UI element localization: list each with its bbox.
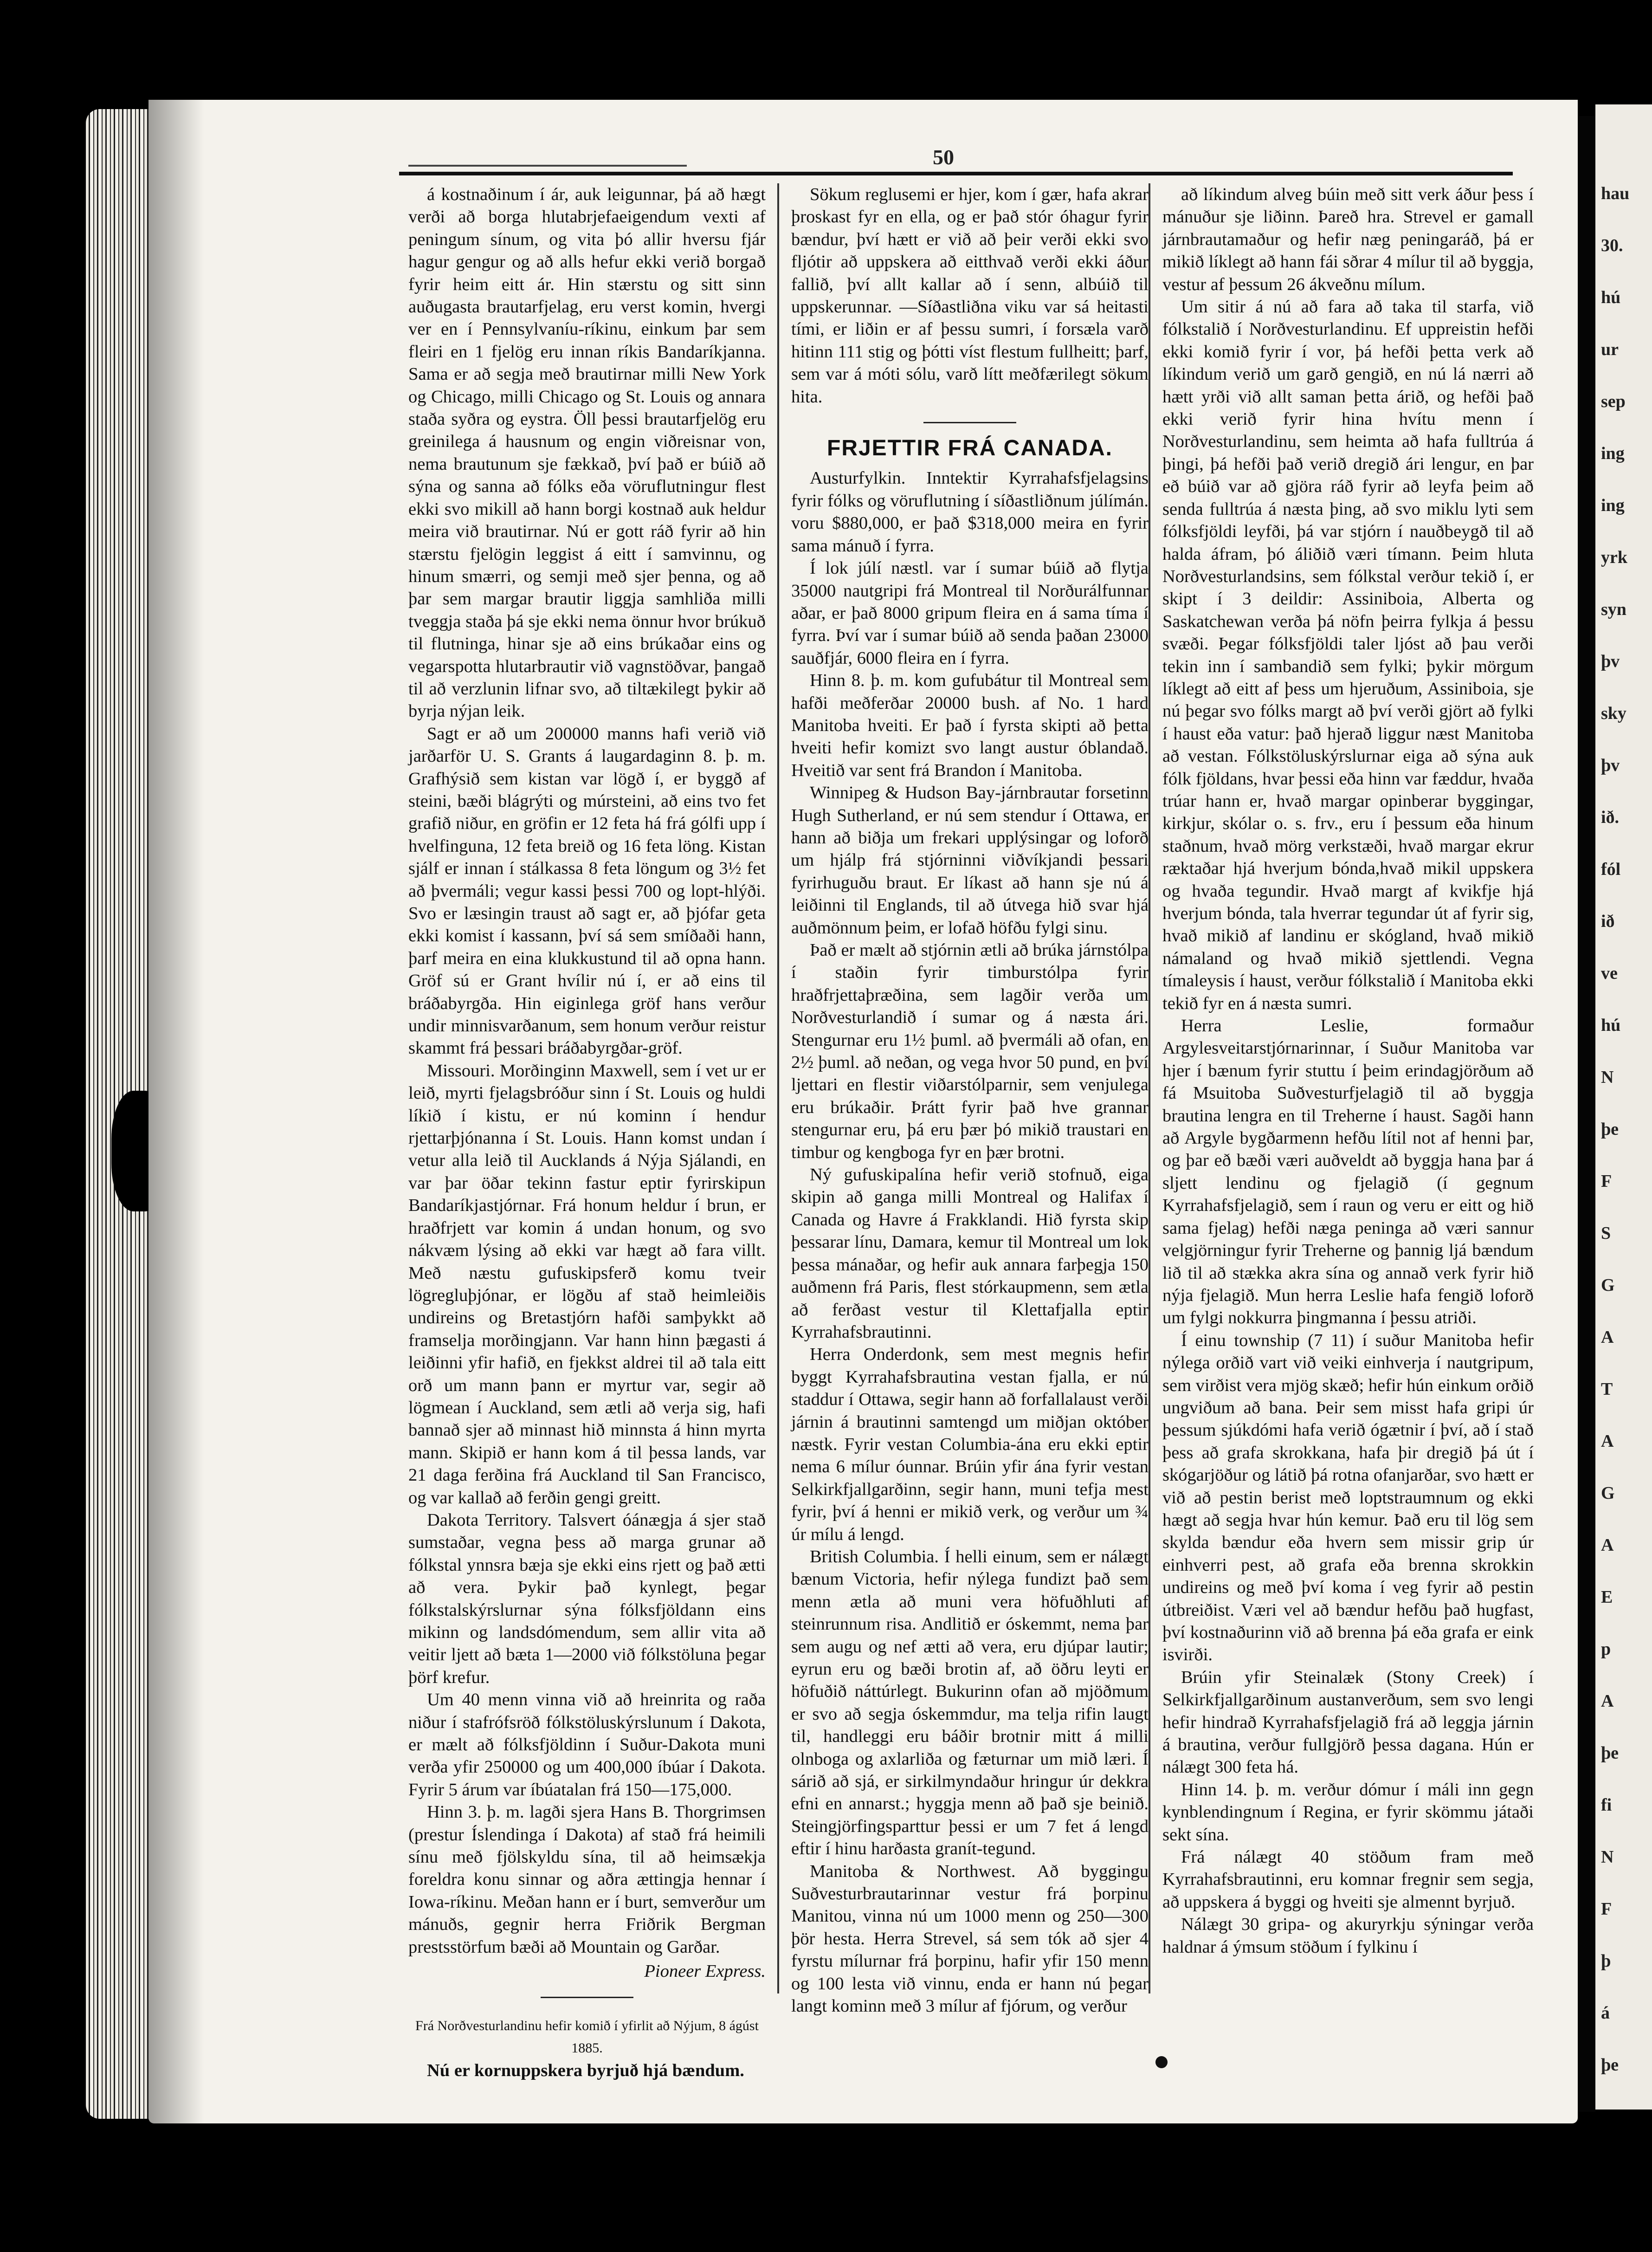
adjacent-page-text: þv	[1601, 652, 1620, 671]
article-paragraph: Frá nálægt 40 stöðum fram með Kyrrahafsbrautinni, eru komnar fregnir sem segja, að uppskera á byggi og hveiti sje almennt byrjuð.	[1162, 1847, 1534, 1912]
column-rule	[1149, 183, 1150, 1993]
scan-border-left	[0, 0, 84, 2252]
adjacent-page-text: ve	[1601, 964, 1618, 983]
adjacent-page-text: E	[1601, 1587, 1613, 1607]
adjacent-page-text: p	[1601, 1639, 1611, 1659]
adjacent-page-text: N	[1601, 1847, 1614, 1867]
article-paragraph: Hinn 8. þ. m. kom gufubátur til Montreal sem hafði meðferðar 20000 bush. af No. 1 hard Manitoba hveiti. Er það í fyrsta skipti að þetta hveiti hefir komizt svo langt austur óblandað. Hveitið var sent frá Brandon í Manitoba.	[791, 671, 1149, 780]
separator-rule	[923, 422, 1016, 423]
article-paragraph: Í einu township (7 11) í suður Manitoba hefir nýlega orðið vart við veiki einhverja í nautgripum, sem virðist vera mjög skæð; hefir hún einkum orðið ungviðum að bana. Þeir sem misst hafa gripi úr þessum sjúkdómi hafa verið ógætnir í því, að í stað þess að grafa skrokkana, hafa þir dregið þá út í skógarjöður og látið þá rotna ofanjarðar, svo hætt er við að pestin berist með loptstraumnum og ekki hægt að segja hvar hún kemur. Það eru til lög sem skylda bændur eða hvern sem missir grip úr einhverri pest, að grafa eða brenna skrokkin undireins og með því koma í veg fyrir að pestin útbreiðist. Væri vel að bændur hefðu það hugfast, því kostnaðurinn við að brenna þá eða grafa er eink isvirði.	[1162, 1330, 1534, 1665]
adjacent-page-text: ing	[1601, 496, 1625, 515]
adjacent-page-text: fi	[1601, 1795, 1612, 1815]
adjacent-page-text: ið	[1601, 912, 1615, 931]
adjacent-page-text: A	[1601, 1431, 1614, 1451]
article-paragraph: Manitoba & Northwest. Að byggingu Suðvesturbrautarinnar vestur frá þorpinu Manitou, vinna nú um 1000 menn og 250—300 þör hesta. Herra Strevel, sá sem tók að sjer 4 fyrstu mílurnar frá þorpinu, hafir yfir 150 menn og 100 lesta við vinnu, enda er hann nú þegar langt kominn með 3 mílur af fjórum, og verður	[791, 1861, 1149, 2016]
adjacent-page-text: þe	[1601, 1120, 1619, 1139]
adjacent-page-text: hú	[1601, 1016, 1621, 1035]
adjacent-page-text: þ	[1601, 1951, 1611, 1971]
article-paragraph: Ný gufuskipalína hefir verið stofnuð, eiga skipin að ganga milli Montreal og Halifax í Canada og Havre á Frakklandi. Hið fyrsta skip þessarar línu, Damara, kemur til Montreal um lok þessa mánaðar, og hefir auk annara farþegja 150 auðmenn frá Paris, flest stórkaupmenn, sem ætla að ferðast vestur til Klettafjalla eptir Kyrrahafsbrautinni.	[791, 1165, 1149, 1342]
article-paragraph: Herra Leslie, formaður Argylesveitarstjórnarinnar, í Suður Manitoba var hjer í bænum fyrir stuttu í þeim erindagjörðum að fá Msuitoba Suðvesturfjelagið til að byggja brautina lengra en til Treherne í haust. Sagði hann að Argyle bygðarmenn hefðu lítil not af henni þar, og þar eð bæði væri auðveldt að byggja hana þar á sljett lendinu og fjelagið (í gegnum Kyrrahafsfjelagið, sem í raun og veru er eitt og hið sama fjelag) hefði næga peninga að væri sannur velgjörningur fyrir Treherne og þannig ljá bændum lið til að stækka akra sína og annað verk fyrir hið nýja fjelagið. Mun herra Leslie hafa fengið loforð um fylgi nokkurra þingmanna í þessu atriði.	[1162, 1016, 1534, 1328]
header-rule-short	[408, 165, 687, 167]
adjacent-page-text: þv	[1601, 756, 1620, 775]
adjacent-page-text: ur	[1601, 340, 1619, 359]
column-2	[791, 183, 1149, 2018]
adjacent-page-text: sep	[1601, 392, 1626, 411]
adjacent-page-text: F	[1601, 1171, 1612, 1191]
adjacent-page-text: þe	[1601, 2055, 1619, 2075]
adjacent-page-text: T	[1601, 1379, 1613, 1399]
adjacent-page-text: syn	[1601, 600, 1626, 619]
page-divider-edge	[1578, 116, 1595, 2112]
adjacent-page-text: G	[1601, 1483, 1615, 1503]
adjacent-page-text: sky	[1601, 704, 1626, 723]
closing-line: Nú er kornuppskera byrjuð hjá bændum.	[427, 2061, 744, 2081]
article-paragraph: Í lok júlí næstl. var í sumar búið að flytja 35000 nautgripi frá Montreal til Norðurálfunnar aðar, er það 8000 gripum fleira en á sama tíma í fyrra. Því var í sumar búið að senda þaðan 23000 sauðfjár, 6000 fleira en í fyrra.	[791, 558, 1149, 668]
adjacent-page-text: N	[1601, 1068, 1614, 1087]
article-paragraph: Um sitir á nú að fara að taka til starfa, við fólkstalið í Norðvesturlandinu. Ef uppreistin hefði ekki komið fyrir í vor, þá hefði þetta verk að líkindum verið um garð gengið, en nú lá nærri að hætt yrði við allt saman þetta árið, og hefði það ekki verið fyrir hina hvítu menn í Norðvesturlandinu, sem heimta að hafa fulltrúa á þingi, þá hefði það verið dregið ári lengur, en þar eð búið var að gjöra ráð fyrir að leyfa þeim að senda fulltrúa á næsta þing, að svo miklu lyti sem fólksfjöldi leyfði, þá var stjórn í nauðbeygð til að halda áfram, þó áliðið væri tímann. Þeim hluta Norðvesturlandsins, sem fólkstal verður tekið í, er skipt í 3 deildir: Assiniboia, Alberta og Saskatchewan verða þá nöfn þeirra fylkja á þessu svæði. Þegar fólksfjöldi taler ljóst að þau verði tekin inn í sambandið sem fylki; þykir mörgum líklegt að eitt af þess um hjeruðum, Assiniboia, sje nú þegar svo fólks margt að því verði gjört að fylki í haust eða vatur: það hjerað liggur næst Manitoba að vestan. Fólkstöluskýrslurnar eiga að sýna auk fólk fjöldans, hvar þessi eða hinn var fæddur, hvaða trúar hann er, hvað margar opinberar byggingar, kirkjur, skólar o. s. frv., eru í þessum eða hinum staðnum, hvað mörg verkstæði, hvað margar ekrur ræktaðar hjá hverjum bónda,hvað mikil uppskera og hvaða tegundir. Hvað margt af kvikfje hjá hverjum bónda, tala hverrar tegundar út af fyrir sig, hvað mikið af landinu er skógland, hvað mikið námaland og hvað mikið sjettlendi. Vegna tímaleysis í haust, verður fólkstalið í Manitoba ekki tekið fyr en á næsta sumri.	[1162, 297, 1534, 1013]
article-paragraph: Dakota Territory. Talsvert óánægja á sjer stað sumstaðar, vegna þess að marga grunar að fólkstal ynnsra bæja sje ekki eins rjett og það ætti að vera. Þykir það kynlegt, þegar fólkstalskýrslurnar sýna fólksfjöldann eins mikinn og landsdómendum, sem allir vita að veitir ljett að bæta 1—2000 við fólkstöluna þegar þörf krefur.	[408, 1510, 766, 1687]
adjacent-page-text: þe	[1601, 1743, 1619, 1763]
adjacent-page-text: ið.	[1601, 808, 1620, 827]
article-paragraph: Hinn 3. þ. m. lagði sjera Hans B. Thorgrimsen (prestur Íslendinga í Dakota) af stað frá heimili sínu með fjölskyldu sína, til að heimsækja foreldra konu sinnar og aðra ættingja hennar í Iowa-ríkinu. Meðan hann er í burt, semverður um mánuðs, gegnir herra Friðrik Bergman prestsstörfum bæði að Mountain og Garðar.	[408, 1802, 766, 1957]
adjacent-page-text: S	[1601, 1223, 1611, 1243]
adjacent-page-text: G	[1601, 1275, 1615, 1295]
article-paragraph: British Columbia. Í helli einum, sem er nálægt bænum Victoria, hefir nýlega fundizt það sem menn ætla að muni vera höfuðhluti af steinrunnum risa. Andlitið er óskemmt, nema þar sem augu og nef ætti að vera, eru djúpar lautir; eyrun eru og bæði brotin af, að öðru leyti er höfuðið náttúrlegt. Bukurinn ofan að mjöðmum er svo að segja óskemmdur, ma telja rifin laugt til, handleggi eru báðir brotnir mitt á milli olnboga og axlarliða og fæturnar um mið læri. Í sárið að sjá, er sirkilmyndaður hringur úr dekkra efni en annarst.; hyggja menn að það sje beinið. Steingjörfingsparttur þessi er um 7 fet á lengd eftir í hinu harðasta granít-tegund.	[791, 1547, 1149, 1859]
article-paragraph: Brúin yfir Steinalæk (Stony Creek) í Selkirkfjallgarðinum austanverðum, sem svo lengi hefir hindrað Kyrrahafsfjelagið frá að leggja járnin á brautina, verður fullgjörð þessa dagana. Hún er nálægt 300 feta há.	[1162, 1667, 1534, 1777]
adjacent-page-text: hú	[1601, 288, 1621, 307]
adjacent-page-text: á	[1601, 2003, 1610, 2023]
article-paragraph: Herra Onderdonk, sem mest megnis hefir byggt Kyrrahafsbrautina vestan fjalla, er nú staddur í Ottawa, segir hann að forfallalaust verði járnin á brautinni samtengd um miðjan október næstk. Fyrir vestan Columbia-ána eru ekki eptir nema 6 mílur óunnar. Brúin yfir ána fyrir vestan Selkirkfjallgarðinn, segir hann, muni tefja mest fyrir, því á henni er mikið verk, og verður um ¾ úr mílu á lengd.	[791, 1345, 1149, 1544]
adjacent-page-text: yrk	[1601, 548, 1627, 567]
adjacent-page-text: ing	[1601, 444, 1625, 463]
article-paragraph: Winnipeg & Hudson Bay-járnbrautar forsetinn Hugh Sutherland, er nú sem stendur í Ottawa, er hann að biðja um frekari upplýsingar og loforð um hjálp frá stjórninni viðvíkjandi þessari fyrirhuguðu braut. Er líkast að hann sje nú á leiðinni til Englands, til að útvega hið svar hjá auðmönnum þeim, er lofað höfðu fylgi sinu.	[791, 783, 1149, 938]
article-paragraph: á kostnaðinum í ár, auk leigunnar, þá að hægt verði að borga hlutabrjefaeigendum vexti af peningum sínum, og vita þó allir hversu fjár hagur gengur og að alls hefur ekki verið borgað fyrir heim eitt ár. Hin stærstu og sitt sinn auðugasta brautarfjelag, eru verst komin, hvergi ver en í Pennsylvaníu-ríkinu, einkum þar sem fleiri en 1 fjelög eru innan ríkis Bandaríkjanna. Sama er að segja með brautirnar milli New York og Chicago, milli Chicago og St. Louis og annara staða syðra og eystra. Öll þessi brautarfjelög eru greinilega á hausnum og engin viðreisnar von, nema brautunum sje fækkað, því það er búið að sýna og sanna að fólks eða vöruflutningur flest ekki svo mikill að hann borgi kostnað auk heldur meira við brautirnar. Nú er gott ráð fyrir að hin stærstu fjelögin leggist á eitt í samvinnu, og hinum smærri, og semji með sjer þenna, og að þar sem margar brautir liggja samhliða milli tveggja staða þá sje ekki nema önnur hvor brúkuð til flutninga, hinar sje að eins brúkaðar eins og vegarspotta hlutarbrautir við vagnstöðvar, þangað til að verzlunin lifnar svo, að tiltækilegt þykir að byrja nýjan leik.	[408, 185, 766, 721]
ink-dot	[1155, 2056, 1168, 2068]
column-3	[1162, 183, 1534, 1958]
binding-shadow	[148, 100, 204, 2123]
article-paragraph: að líkindum alveg búin með sitt verk áður þess í mánuður sje liðinn. Þareð hra. Strevel er gamall járnbrautamaður og hefir næg peningaráð, þá er mikið líklegt að hann fái sðrar 4 mílur til að byggja, vestur af þessum 26 ákveðnu mílum.	[1162, 185, 1534, 294]
article-paragraph: Sökum reglusemi er hjer, kom í gær, hafa akrar þroskast fyr en ella, og er það stór óhagur fyrir bændur, því hætt er við að þeir verði ekki svo fljótir að uppskera að eitthvað verði ekki áður fallið, því allt kallar að í senn, albúið til uppskerunnar. —Síðastliðna viku var sá heitasti tími, er liðin er af þessu sumri, í forsæla varð hitinn 111 stig og þótti víst flestum fullheitt; þarf, sem var á móti sólu, varð lítt meðfærilegt sökum hita.	[791, 185, 1149, 407]
adjacent-page-text: A	[1601, 1691, 1614, 1711]
adjacent-page-text: A	[1601, 1535, 1614, 1555]
source-attribution: Pioneer Express.	[644, 1961, 766, 1981]
dateline-note: Frá Norðvesturlandinu hefir komið í yfirlit að Nýjum, 8 ágúst 1885.	[415, 2018, 759, 2056]
article-paragraph: Nálægt 30 gripa- og akuryrkju sýningar verða haldnar á ýmsum stöðum í fylkinu í	[1162, 1915, 1534, 1957]
separator-rule	[541, 1997, 633, 1998]
article-paragraph: Hinn 14. þ. m. verður dómur í máli inn gegn kynblendingnum í Regina, er fyrir skömmu játaði sekt sína.	[1162, 1780, 1534, 1844]
adjacent-page-text: 30.	[1601, 236, 1623, 255]
article-paragraph: Það er mælt að stjórnin ætli að brúka járnstólpa í staðin fyrir timburstólpa fyrir hraðfrjettaþræðina, sem lagðir verða um Norðvesturlandið í sumar og á næsta ári. Stengurnar eru 1½ þuml. að þvermáli að ofan, en 2½ þuml. að neðan, og vega hvor 50 pund, en því ljettari en flestir viðarstólparnir, sem venjulega eru brúkaðir. Þrátt fyrir það hve grannar stengurnar eru, þá eru þær þó mikið traustari en timbur og kengboga fyr en þær brotni.	[791, 940, 1149, 1162]
column-1	[408, 183, 766, 2082]
article-paragraph: Austurfylkin. Inntektir Kyrrahafsfjelagsins fyrir fólks og vöruflutning í síðastliðnum júlímán. voru $880,000, er það $318,000 meira en fyrir sama mánuð í fyrra.	[791, 468, 1149, 556]
header-rule	[399, 172, 1513, 175]
adjacent-page-text: hau	[1601, 184, 1630, 203]
section-heading: FRJETTIR FRÁ CANADA.	[827, 436, 1113, 461]
adjacent-page-text: F	[1601, 1899, 1612, 1919]
article-paragraph: Um 40 menn vinna við að hreinrita og raða niður í stafrófsröð fólkstöluskýrslunum í Dakota, er mælt að fólksfjöldinn í Suður-Dakota muni verða yfir 250000 og um 400,000 íbúar í Dakota. Fyrir 5 árum var íbúatalan frá 150—175,000.	[408, 1690, 766, 1799]
adjacent-page-fragment	[1595, 104, 1652, 2110]
article-paragraph: Sagt er að um 200000 manns hafi verið við jarðarför U. S. Grants á laugardaginn 8. þ. m. Grafhýsið sem kistan var lögð í, er byggð af steini, bæði blágrýti og múrsteini, að eins tvo fet grafið niður, en gröfin er 12 feta há frá gólfi upp í hvelfinguna, 12 feta breið og 16 feta löng. Kistan sjálf er innan í stálkassa 8 feta löngum og 3½ fet að þvermáli; vegur kassi þessi 700 og lopt-hlýði. Svo er læsingin traust að sagt er, að þjófar geta ekki komist í kassann, því sá sem smíðaði hann, þarf meira en eina klukkustund til að opna hann. Gröf sú er Grant hvílir nú í, er að eins til bráðabyrgða. Hin eiginlega gröf hans verður undir minnisvarðanum, sem honum verður reistur skammt frá þessari bráðabyrgðar-gröf.	[408, 724, 766, 1058]
article-paragraph: Missouri. Morðinginn Maxwell, sem í vet ur er leið, myrti fjelagsbróður sinn í St. Louis og huldi líkið í kistu, er nú kominn í hendur rjettarþjónanna í St. Louis. Hann komst undan í vetur alla leið til Aucklands á Nýja Sjálandi, en var þar öðar tekinn fastur eptir fyrirskipun Bandaríkjastjórnar. Frá honum heldur í brun, er hraðfrjett var komin á undan honum, og svo nákvæm lýsing að ekki var hægt að fara villt. Með næstu gufuskipsferð komu tveir lögregluþjónar, er lögðu af stað heimleiðis undireins og Bretastjórn hafði samþykkt að framselja morðingjann. Var hann hinn þægasti á leiðinni yfir hafið, en fjekkst aldrei til að tala eitt orð um mann þann er myrtur var, segir að lögmean í Auckland, sem ætli að verja sig, hafi bannað sjer að minnast hið minnsta á hinn myrta mann. Skipið er hann kom á til þessa lands, var 21 daga ferðina frá Auckland til San Francisco, og var kallað að ferðin gengi greitt.	[408, 1061, 766, 1508]
adjacent-page-text: A	[1601, 1327, 1614, 1347]
page-number: 50	[933, 145, 954, 169]
adjacent-page-text: fól	[1601, 860, 1621, 879]
column-rule	[777, 183, 779, 1993]
